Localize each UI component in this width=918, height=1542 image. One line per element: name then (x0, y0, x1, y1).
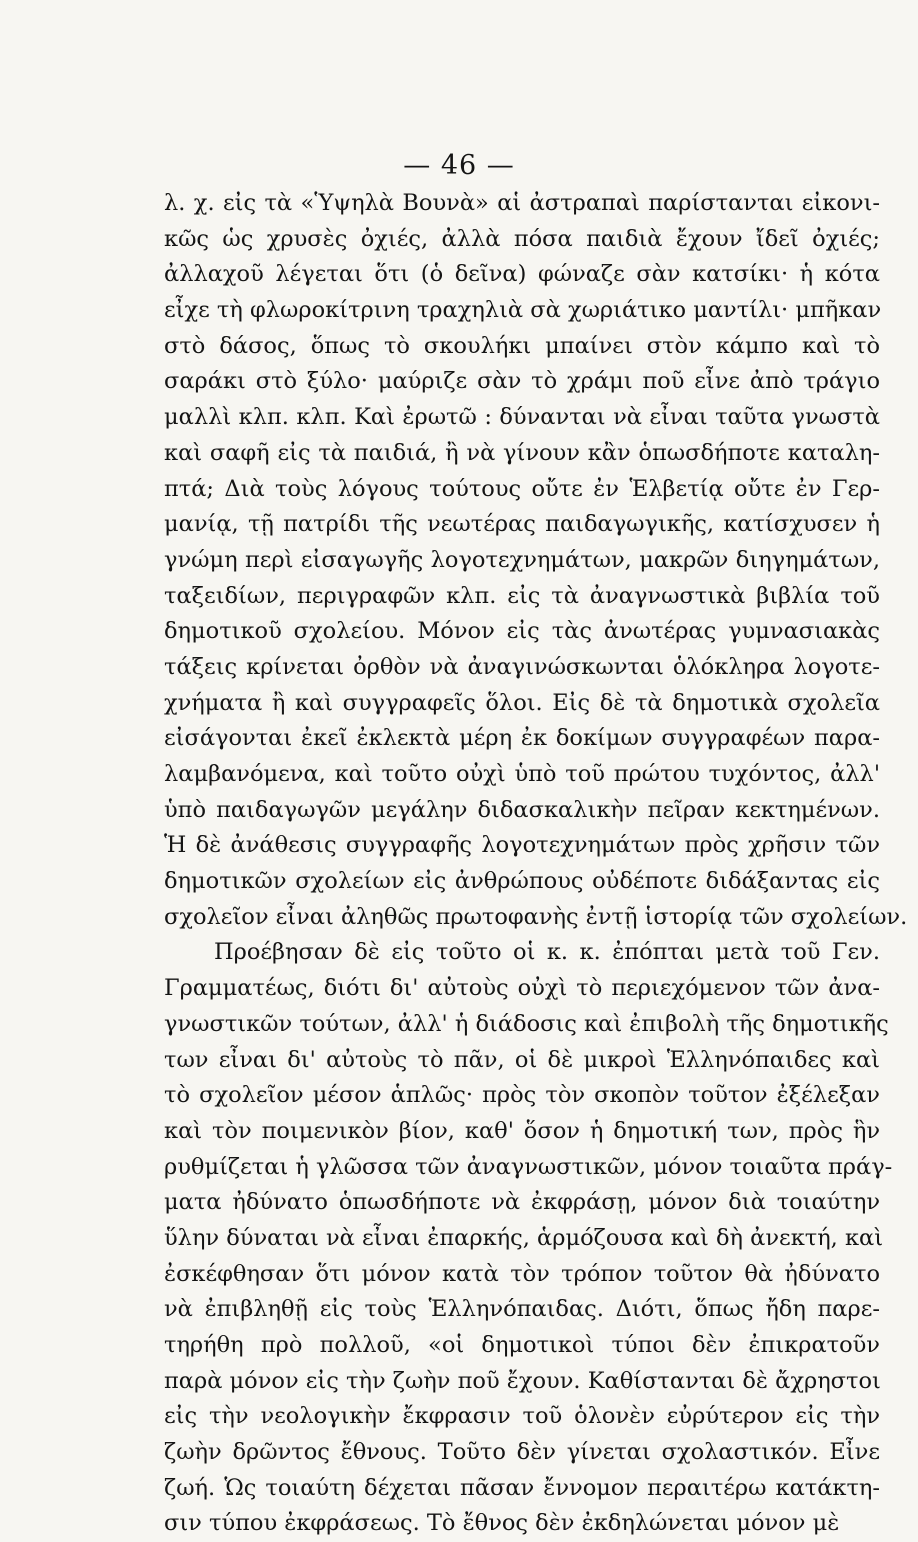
text-line: νὰ ἐπιβληθῇ εἰς τοὺς Ἑλληνόπαιδας. Διότι, ὅπως ἤδη παρε- (164, 1296, 880, 1323)
text-line: ρυθμίζεται ἡ γλῶσσα τῶν ἀναγνωστικῶν, μόνον τοιαῦτα πράγ- (164, 1153, 893, 1180)
text-line: εἶχε τὴ φλωροκίτρινη τραχηλιὰ σὰ χωριάτικο μαντίλι· μπῆκαν (164, 297, 882, 324)
text-line: μανίᾳ, τῇ πατρίδι τῆς νεωτέρας παιδαγωγικῆς, κατίσχυσεν ἡ (164, 511, 880, 538)
text-line: Ἡ δὲ ἀνάθεσις συγγραφῆς λογοτεχνημάτων πρὸς χρῆσιν τῶν (164, 832, 880, 859)
text-line: ὕλην δύναται νὰ εἶναι ἐπαρκής, ἁρμόζουσα καὶ δὴ ἀνεκτή, καὶ (164, 1224, 884, 1251)
text-line: παρὰ μόνον εἰς τὴν ζωὴν ποῦ ἔχουν. Καθίστανται δὲ ἄχρηστοι (164, 1367, 881, 1394)
text-line: γνωστικῶν τούτων, ἀλλ' ἡ διάδοσις καὶ ἐπιβολὴ τῆς δημοτικῆς (164, 1010, 889, 1037)
text-line: τάξεις κρίνεται ὀρθὸν νὰ ἀναγινώσκωνται ὁλόκληρα λογοτε- (164, 653, 880, 680)
body-text (164, 186, 908, 1542)
text-line: εἰς τὴν νεολογικὴν ἔκφρασιν τοῦ ὁλονὲν εὐρύτερον εἰς τὴν (164, 1403, 880, 1430)
text-line: λαμβανόμενα, καὶ τοῦτο οὐχὶ ὑπὸ τοῦ πρώτου τυχόντος, ἀλλ' (164, 761, 880, 787)
text-line: μαλλὶ κλπ. κλπ. Καὶ ἐρωτῶ : δύνανται νὰ εἶναι ταῦτα γνωστὰ (164, 404, 880, 431)
text-line: κῶς ὡς χρυσὲς ὀχιές, ἀλλὰ πόσα παιδιὰ ἔχουν ἴδεῖ ὀχιές; (164, 225, 880, 252)
text-line: ζωή. Ὡς τοιαύτη δέχεται πᾶσαν ἔννομον περαιτέρω κατάκτη- (164, 1474, 880, 1501)
text-line: των εἶναι δι' αὐτοὺς τὸ πᾶν, οἱ δὲ μικροὶ Ἑλληνόπαιδες καὶ (164, 1046, 880, 1073)
text-line: πτά; Διὰ τοὺς λόγους τούτους οὔτε ἐν Ἑλβετίᾳ οὔτε ἐν Γερ- (164, 475, 880, 502)
page-number: — 46 — (403, 150, 515, 181)
text-line: εἰσάγονται ἐκεῖ ἐκλεκτὰ μέρη ἐκ δοκίμων συγγραφέων παρα- (164, 725, 880, 752)
text-line: σιν τύπου ἐκφράσεως. Τὸ ἔθνος δὲν ἐκδηλώνεται μόνον μὲ (164, 1510, 840, 1537)
text-line: γνώμη περὶ εἰσαγωγῆς λογοτεχνημάτων, μακρῶν διηγημάτων, (164, 546, 880, 573)
text-line: τὸ σχολεῖον μέσον ἁπλῶς· πρὸς τὸν σκοπὸν τοῦτον ἐξέλεξαν (164, 1082, 880, 1109)
text-line: τηρήθη πρὸ πολλοῦ, «οἱ δημοτικοὶ τύποι δὲν ἐπικρατοῦν (164, 1332, 880, 1358)
text-line: καὶ τὸν ποιμενικὸν βίον, καθ' ὅσον ἡ δημοτική των, πρὸς ἣν (164, 1117, 880, 1144)
text-line: ματα ἠδύνατο ὁπωσδήποτε νὰ ἐκφράσῃ, μόνον διὰ τοιαύτην (164, 1189, 880, 1216)
text-line: καὶ σαφῆ εἰς τὰ παιδιά, ἢ νὰ γίνουν κἂν ὁπωσδήποτε καταλη- (164, 439, 880, 466)
text-line: ὑπὸ παιδαγωγῶν μεγάλην διδασκαλικὴν πεῖραν κεκτημένων. (164, 796, 880, 823)
text-line: ἐσκέφθησαν ὅτι μόνον κατὰ τὸν τρόπον τοῦτον θὰ ἠδύνατο (164, 1260, 880, 1287)
text-line: Προέβησαν δὲ εἰς τοῦτο οἱ κ. κ. ἐπόπται μετὰ τοῦ Γεν. (214, 939, 880, 966)
text-line: δημοτικῶν σχολείων εἰς ἀνθρώπους οὐδέποτε διδάξαντας εἰς (164, 868, 880, 895)
text-line: σχολεῖον εἶναι ἀληθῶς πρωτοφανὴς ἐντῇ ἱστορίᾳ τῶν σχολείων. (164, 903, 908, 930)
text-line: δημοτικοῦ σχολείου. Μόνον εἰς τὰς ἀνωτέρας γυμνασιακὰς (164, 618, 880, 645)
text-line: λ. χ. εἰς τὰ «Ὑψηλὰ Βουνὰ» αἱ ἀστραπαὶ παρίστανται εἰκονι- (164, 190, 880, 216)
text-line: στὸ δάσος, ὅπως τὸ σκουλήκι μπαίνει στὸν κάμπο καὶ τὸ (164, 332, 880, 359)
text-line: ζωὴν δρῶντος ἔθνους. Τοῦτο δὲν γίνεται σχολαστικόν. Εἶνε (164, 1439, 880, 1466)
text-line: Γραμματέως, διότι δι' αὐτοὺς οὐχὶ τὸ περιεχόμενον τῶν ἀνα- (164, 975, 880, 1002)
text-line: χνήματα ἢ καὶ συγγραφεῖς ὅλοι. Εἰς δὲ τὰ δημοτικὰ σχολεῖα (164, 689, 880, 716)
text-line: ἀλλαχοῦ λέγεται ὅτι (ὁ δεῖνα) φώναζε σὰν κατσίκι· ἡ κότα (164, 261, 880, 288)
text-line: σαράκι στὸ ξύλο· μαύριζε σὰν τὸ χράμι ποῦ εἶνε ἀπὸ τράγιο (164, 368, 880, 395)
text-line: ταξειδίων, περιγραφῶν κλπ. εἰς τὰ ἀναγνωστικὰ βιβλία τοῦ (164, 582, 880, 609)
